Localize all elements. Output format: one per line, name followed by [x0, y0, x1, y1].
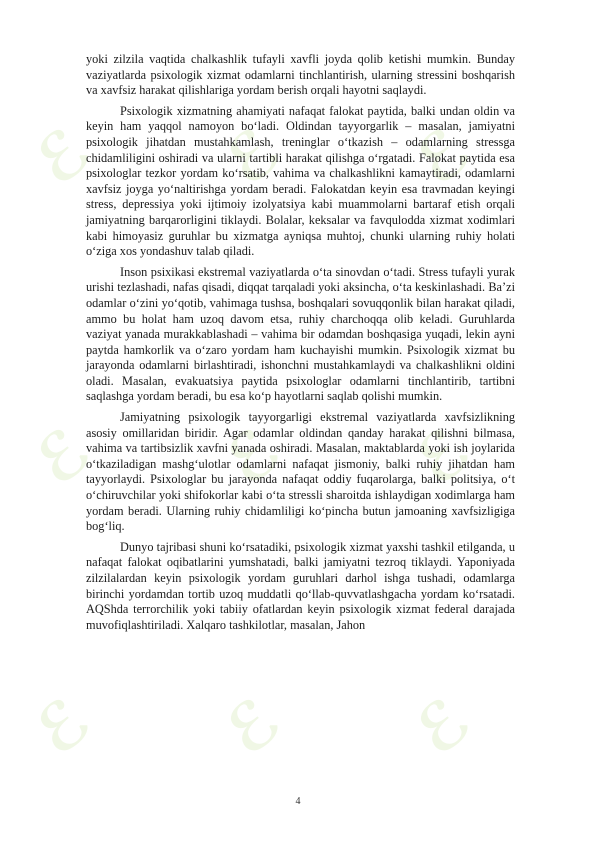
paragraph: Dunyo tajribasi shuni ko‘rsatadiki, psixologik xizmat yaxshi tashkil etilganda, u nafaqat falokat oqibatlarini yumshatadi, balki jamiyatni tezroq tiklaydi. Yaponiyada zilzilalardan keyin psixologik yordam guruhlari darhol ishga tushadi, odamlarga birinchi yordamdan tortib uzoq muddatli qo‘llab-quvvatlashgacha yordam ko‘rsatadi. AQShda terrorchilik yoki tabiiy ofatlardan keyin psixologik xizmat federal darajada muvofiqlashtiriladi. Xalqaro tashkilotlar, masalan, Jahon [86, 539, 515, 632]
page-number: 4 [295, 796, 301, 807]
paragraph: yoki zilzila vaqtida chalkashlik tufayli xavfli joyda qolib ketishi mumkin. Bunday vaziyatlarda psixologik xizmat odamlarni tinchlantirish, ularning stressini boshqarish va xavfsiz harakat qilishlariga yordam berish orqali hayotni saqlaydi. [86, 52, 515, 98]
paragraph: Psixologik xizmatning ahamiyati nafaqat falokat paytida, balki undan oldin va keyin ham yaqqol namoyon bo‘ladi. Oldindan tayyorgarlik – masalan, jamiyatni psixologik jihatdan mustahkamlash, treninglar o‘tkazish – odamlarning stressga chidamliligini oshiradi va ularni tartibli harakat qilishga o‘rgatadi. Falokat paytida esa psixologlar tezkor yordam ko‘rsatib, vahima va chalkashlikni kamaytiradi, odamlarni xavfsiz joyga yo‘naltirishga yordam beradi. Falokatdan keyin esa travmadan keyingi stress, depressiya yoki ijtimoiy izolyatsiya kabi muammolarni bartaraf etish orqali jamiyatning barqarorligini tiklaydi. Bolalar, keksalar va favqulodda xizmat xodimlari kabi himoyasiz guruhlar bu xizmatga ayniqsa muhtoj, chunki ularning ruhiy holati o‘ziga xos yondashuv talab qiladi. [86, 103, 515, 259]
watermark-logo: ℰ [211, 113, 296, 201]
paragraph: Inson psixikasi ekstremal vaziyatlarda o‘ta sinovdan o‘tadi. Stress tufayli yurak urishi tezlashadi, nafas qisadi, diqqat tarqaladi yoki aksincha, o‘ta keskinlashadi. Ba’zi odamlar o‘zini yo‘qotib, vahimaga tushsa, boshqalari sovuqqonlik bilan harakat qiladi, ammo bu holat ham uzoq davom etsa, ruhiy charchoqqa olib keladi. Guruhlarda vaziyat yanada murakkablashadi – vahima bir odamdan boshqasiga yuqadi, lekin ayni paytda hamkorlik va o‘zaro yordam ham kuchayishi mumkin. Psixologik xizmat bu jarayonda odamlarni birlashtiradi, ishonchni mustahkamlaydi va chalkashlikni oldini oladi. Masalan, evakuatsiya paytida psixologlar odamlarni tinchlantirib, tartibni saqlashga yordam beradi, bu esa ko‘p hayotlarni saqlab qolishi mumkin. [86, 264, 515, 404]
paragraph: Jamiyatning psixologik tayyorgarligi ekstremal vaziyatlarda xavfsizlikning asosiy omillaridan biridir. Agar odamlar oldindan qanday harakat qilishni bilmasa, vahima va tartibsizlik xavfni yanada oshiradi. Masalan, maktablarda yoki ish joylarida o‘tkaziladigan mashg‘ulotlar odamlarni nafaqat jismoniy, balki ruhiy jihatdan ham tayyorlaydi. Psixologlar bu jarayonda nafaqat oddiy fuqarolarga, balki politsiya, o‘t o‘chiruvchilar yoki shifokorlar kabi o‘ta stressli sharoitda ishlaydigan xodimlarga ham yordam beradi. Ularning ruhiy chidamliligi ko‘pincha butun jamoaning xavfsizligiga bog‘liq. [86, 410, 515, 534]
body-text [86, 52, 515, 638]
watermark-logo: ℰ [401, 413, 486, 501]
watermark-logo: ℰ [21, 683, 106, 771]
watermark-logo: ℰ [401, 683, 486, 771]
watermark-logo: ℰ [401, 113, 486, 201]
watermark-logo: ℰ [21, 113, 106, 201]
watermark-logo: ℰ [211, 683, 296, 771]
watermark-logo: ℰ [211, 413, 296, 501]
watermark-logo: ℰ [21, 413, 106, 501]
